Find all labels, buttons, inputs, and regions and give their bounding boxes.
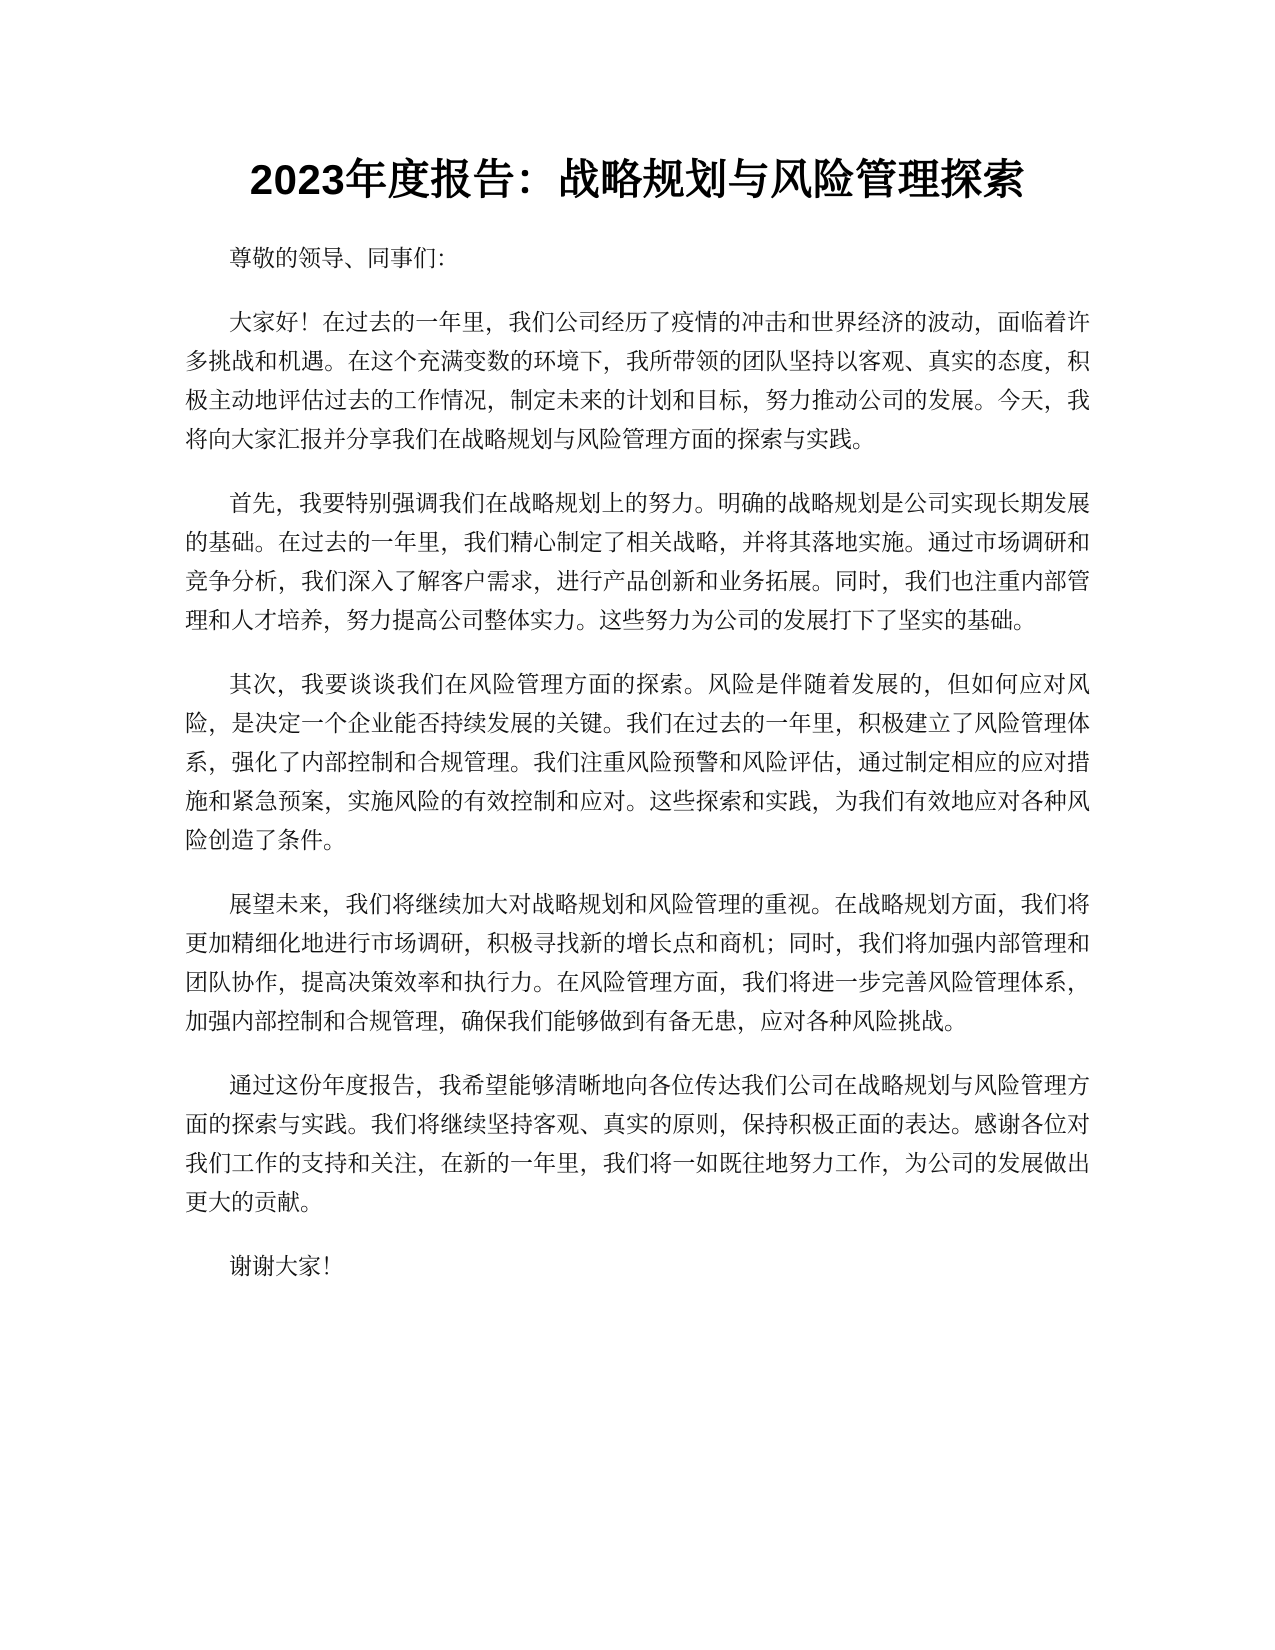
document-title: 2023年度报告：战略规划与风险管理探索 [249, 156, 1026, 203]
paragraph-thanks: 谢谢大家！ [229, 1254, 344, 1280]
document-body [185, 240, 1090, 1287]
paragraph-salutation: 尊敬的领导、同事们： [229, 246, 459, 272]
paragraph-strategy: 首先，我要特别强调我们在战略规划上的努力。明确的战略规划是公司实现长期发展的基础。在过去的一年里，我们精心制定了相关战略，并将其落地实施。通过市场调研和竞争分析，我们深入了解客户需求，进行产品创新和业务拓展。同时，我们也注重内部管理和人才培养，努力提高公司整体实力。这些努力为公司的发展打下了坚实的基础。 [185, 491, 1090, 634]
paragraph-outlook: 展望未来，我们将继续加大对战略规划和风险管理的重视。在战略规划方面，我们将更加精细化地进行市场调研，积极寻找新的增长点和商机；同时，我们将加强内部管理和团队协作，提高决策效率和执行力。在风险管理方面，我们将进一步完善风险管理体系，加强内部控制和合规管理，确保我们能够做到有备无患，应对各种风险挑战。 [185, 892, 1090, 1035]
paragraph-conclusion: 通过这份年度报告，我希望能够清晰地向各位传达我们公司在战略规划与风险管理方面的探索与实践。我们将继续坚持客观、真实的原则，保持积极正面的表达。感谢各位对我们工作的支持和关注，在新的一年里，我们将一如既往地努力工作，为公司的发展做出更大的贡献。 [185, 1073, 1090, 1216]
paragraph-risk: 其次，我要谈谈我们在风险管理方面的探索。风险是伴随着发展的，但如何应对风险，是决定一个企业能否持续发展的关键。我们在过去的一年里，积极建立了风险管理体系，强化了内部控制和合规管理。我们注重风险预警和风险评估，通过制定相应的应对措施和紧急预案，实施风险的有效控制和应对。这些探索和实践，为我们有效地应对各种风险创造了条件。 [185, 672, 1090, 854]
paragraph-greeting: 大家好！在过去的一年里，我们公司经历了疫情的冲击和世界经济的波动，面临着许多挑战和机遇。在这个充满变数的环境下，我所带领的团队坚持以客观、真实的态度，积极主动地评估过去的工作情况，制定未来的计划和目标，努力推动公司的发展。今天，我将向大家汇报并分享我们在战略规划与风险管理方面的探索与实践。 [185, 310, 1090, 453]
